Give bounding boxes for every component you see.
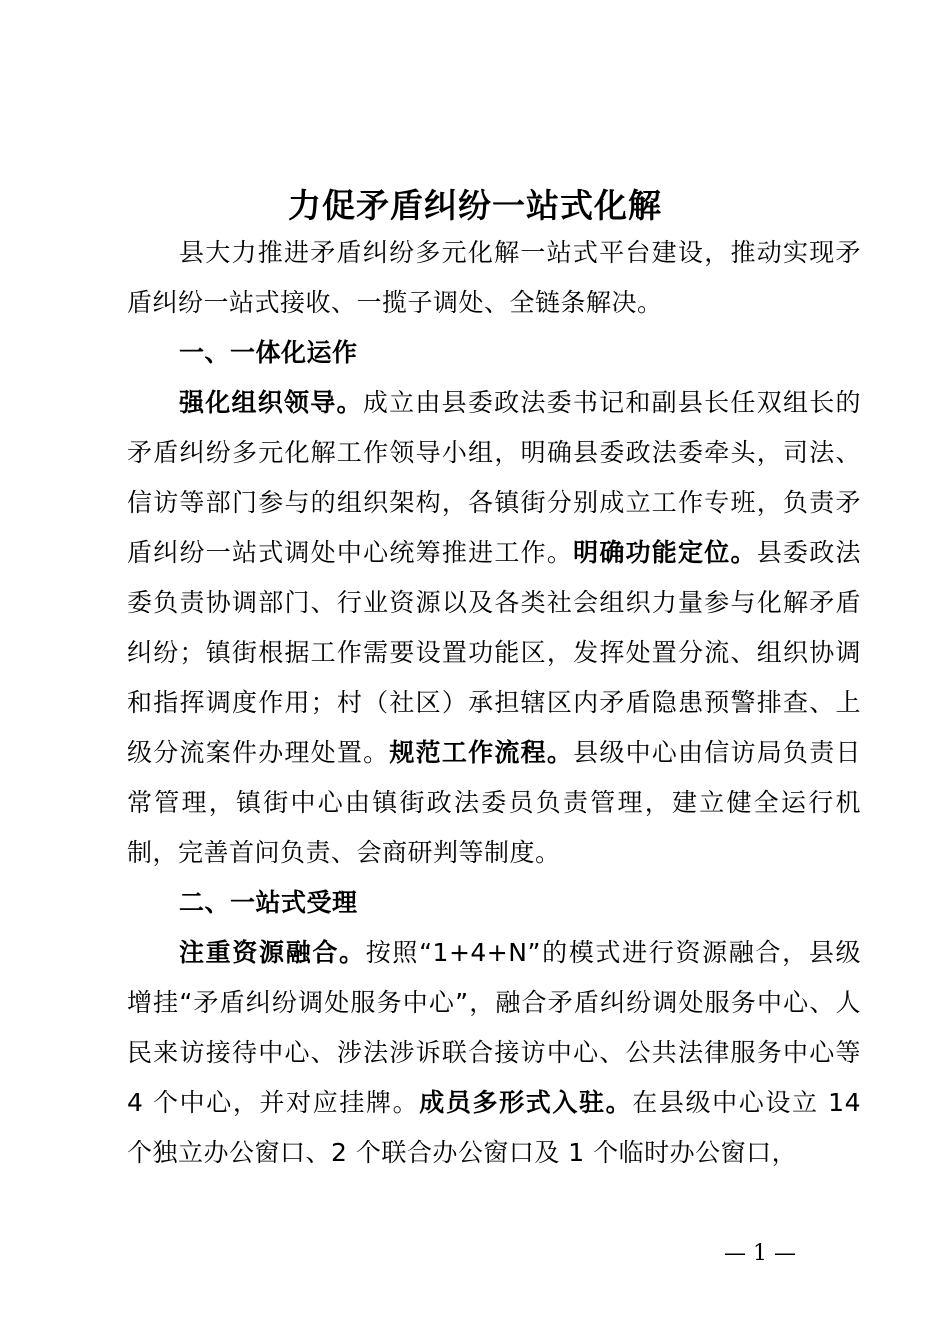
text-resource-integration: 按照“1+4+N”的模式进行资源融合，县级增挂“矛盾纠纷调处服务中心”，融合矛盾纠纷调处服务中心、人民来访接待中心、涉法涉诉联合接访中心、公共法律服务中心等 4 个中心，并对应挂牌。	[127, 938, 861, 1117]
document-body	[127, 228, 861, 1178]
intro-paragraph: 县大力推进矛盾纠纷多元化解一站式平台建设，推动实现矛盾纠纷一站式接收、一揽子调处、全链条解决。	[127, 238, 861, 317]
lead-strengthen-leadership: 强化组织领导。	[179, 388, 363, 417]
document-title: 力促矛盾纠纷一站式化解	[288, 186, 662, 225]
lead-resource-integration: 注重资源融合。	[179, 938, 366, 967]
page-number: — 1 —	[724, 1241, 796, 1266]
text-clarify-function: 县委政法委负责协调部门、行业资源以及各类社会组织力量参与化解矛盾纠纷；镇街根据工作需要设置功能区，发挥处置分流、组织协调和指挥调度作用；村（社区）承担辖区内矛盾隐患预警排查、上级分流案件办理处置。	[127, 538, 861, 767]
lead-clarify-function: 明确功能定位。	[573, 538, 757, 567]
section1-paragraph	[127, 378, 861, 878]
text-member-entry: 在县级中心设立 14 个独立办公窗口、2 个联合办公窗口及 1 个临时办公窗口，	[127, 1088, 861, 1167]
section-heading-2: 二、一站式受理	[179, 888, 358, 917]
lead-member-entry: 成员多形式入驻。	[419, 1088, 633, 1117]
text-strengthen-leadership: 成立由县委政法委书记和副县长任双组长的矛盾纠纷多元化解工作领导小组，明确县委政法委牵头，司法、信访等部门参与的组织架构，各镇街分别成立工作专班，负责矛盾纠纷一站式调处中心统筹推进工作。	[127, 388, 861, 567]
section-heading-1: 一、一体化运作	[179, 338, 358, 367]
lead-standardize-process: 规范工作流程。	[389, 738, 574, 767]
section2-paragraph	[127, 928, 861, 1178]
text-standardize-process: 县级中心由信访局负责日常管理，镇街中心由镇街政法委员负责管理，建立健全运行机制，完善首问负责、会商研判等制度。	[127, 738, 861, 867]
